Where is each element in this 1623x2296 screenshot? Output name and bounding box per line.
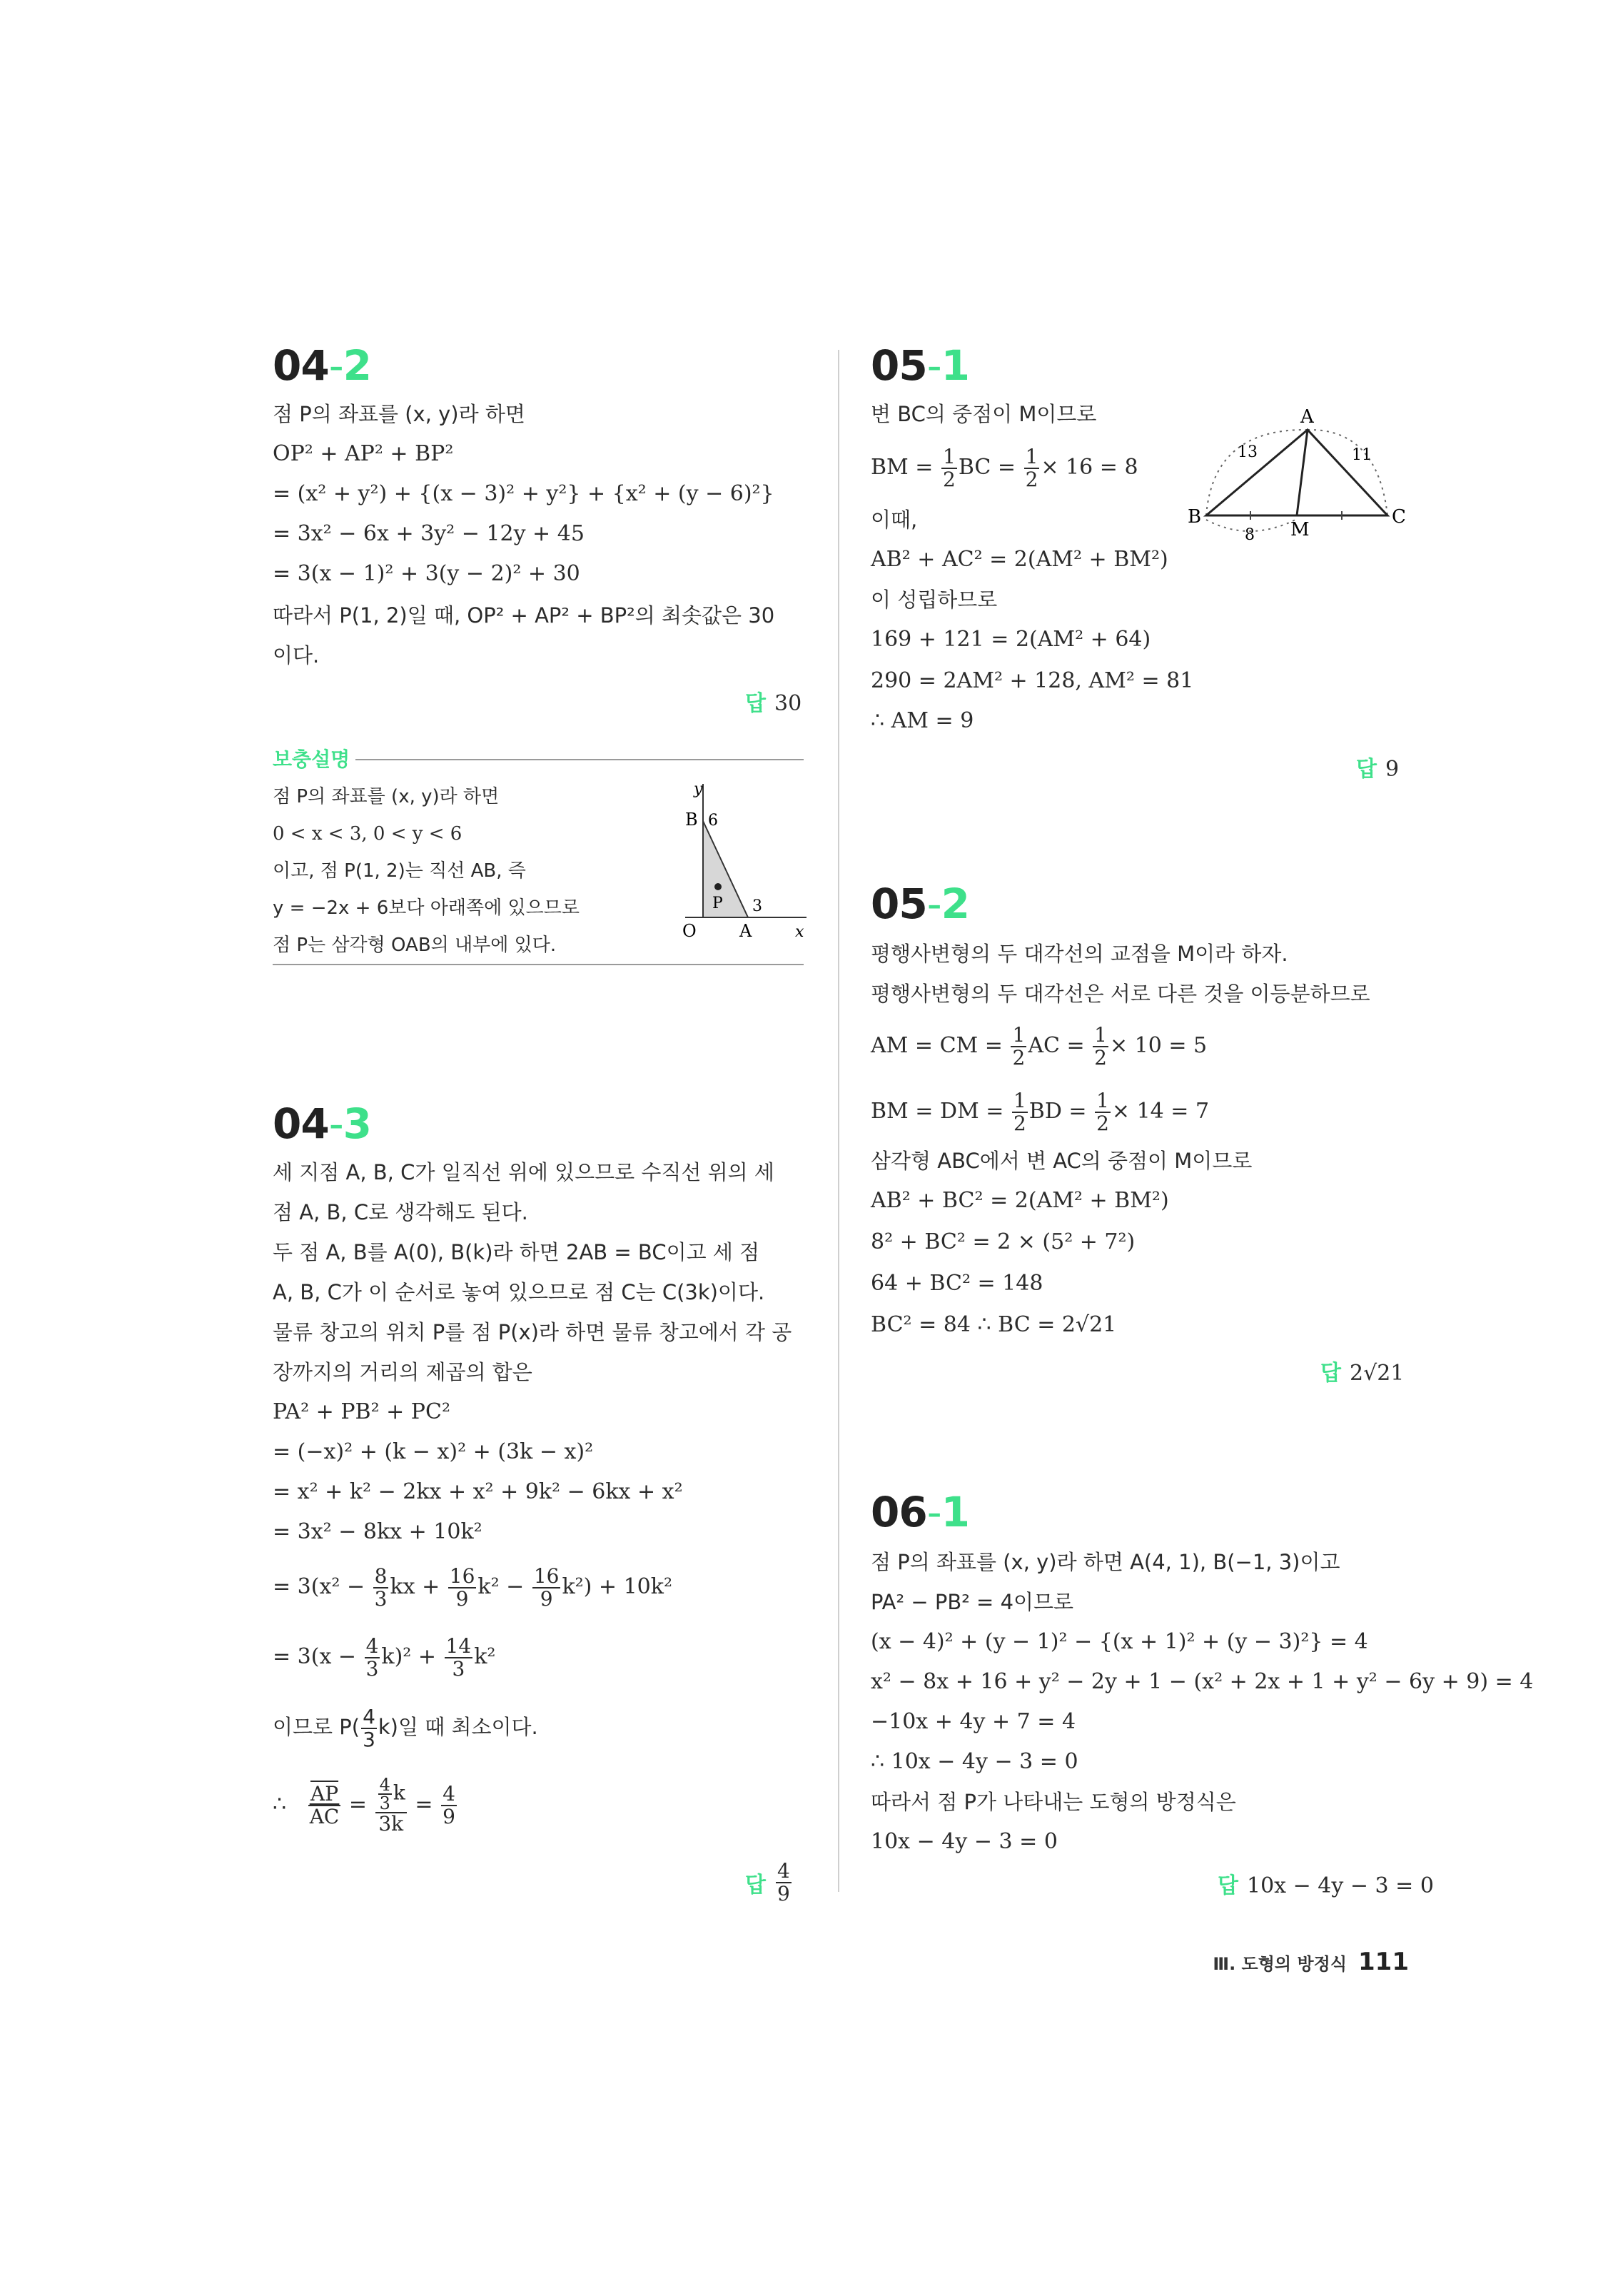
fig-label-11: 11: [1352, 446, 1372, 464]
s051-line-4: 이 성립하므로: [871, 588, 998, 612]
supplement-bottom-rule: [273, 964, 804, 965]
fig-label-m: M: [1290, 519, 1310, 540]
s042-line-4: = 3x² − 6x + 3y² − 12y + 45: [273, 521, 585, 546]
s052-answer: 답 2√21: [1320, 1361, 1405, 1386]
page-number: 111: [1358, 1948, 1409, 1976]
supp-line-4: y = −2x + 6보다 아래쪽에 있으므로: [273, 897, 580, 919]
section-title-05-1: 05-1: [871, 341, 970, 390]
s051-eq-1: BM = $\frac{1}{2}$ BC = $\frac{1}{2}$ × 16 = 8: [871, 445, 1138, 491]
fig-label-13: 13: [1238, 443, 1258, 461]
s043-line-1: 세 지점 A, B, C가 일직선 위에 있으므로 수직선 위의 세: [273, 1160, 774, 1184]
s043-line-4: A, B, C가 이 순서로 놓여 있으므로 점 C는 C(3k)이다.: [273, 1280, 765, 1304]
fig-label-b: B: [685, 810, 698, 830]
fig-label-a: A: [739, 921, 752, 941]
s043-line-10: = 3x² − 8kx + 10k²: [273, 1519, 482, 1544]
s051-line-3: AB² + AC² = 2(AM² + BM²): [871, 547, 1168, 572]
fig-label-x: x: [795, 923, 804, 941]
fig-label-6: 6: [708, 812, 718, 830]
page-footer: [1213, 1948, 1409, 1976]
s052-line-7: BC² = 84 ∴ BC = 2√21: [871, 1312, 1117, 1337]
s051-answer: 답 9: [1356, 757, 1400, 782]
s052-line-1: 평행사변형의 두 대각선의 교점을 M이라 하자.: [871, 942, 1288, 966]
triangle-oab-figure: [657, 778, 814, 950]
s043-line-2: 점 A, B, C로 생각해도 된다.: [273, 1200, 528, 1224]
fig-label-a: A: [1300, 406, 1314, 428]
supp-line-2: 0 < x < 3, 0 < y < 6: [273, 823, 462, 845]
s052-line-3: 삼각형 ABC에서 변 AC의 중점이 M이므로: [871, 1149, 1253, 1173]
triangle-abc-figure: [1185, 400, 1413, 543]
fig-label-8: 8: [1245, 526, 1255, 543]
section-title-04-2: 04-2: [273, 341, 372, 390]
s042-line-7: 이다.: [273, 643, 320, 668]
s042-line-6: 따라서 P(1, 2)일 때, OP² + AP² + BP²의 최솟값은 30: [273, 603, 775, 628]
s042-line-2: OP² + AP² + BP²: [273, 441, 454, 466]
s061-line-4: x² − 8x + 16 + y² − 2y + 1 − (x² + 2x + 1 + y² − 6y + 9) = 4: [871, 1669, 1534, 1694]
s052-line-4: AB² + BC² = 2(AM² + BM²): [871, 1188, 1169, 1213]
median-am: [1297, 430, 1308, 515]
s043-eq-8: ∴ $\frac{\overline{AP}}{AC}$ = $\frac{4}{3}$ k 3k = $\frac{4}{9}$: [273, 1775, 455, 1836]
s061-line-3: (x − 4)² + (y − 1)² − {(x + 1)² + (y − 3)²} = 4: [871, 1629, 1368, 1654]
s061-line-7: 따라서 점 P가 나타내는 도형의 방정식은: [871, 1790, 1236, 1814]
supplement-top-rule: [355, 759, 804, 760]
s043-answer: 답 $\frac{4}{9}$: [745, 1859, 790, 1905]
s052-line-6: 64 + BC² = 148: [871, 1271, 1043, 1296]
section-title-06-1: 06-1: [871, 1488, 970, 1536]
s043-line-7: PA² + PB² + PC²: [273, 1399, 450, 1424]
s052-line-5: 8² + BC² = 2 × (5² + 7²): [871, 1229, 1136, 1254]
supp-line-1: 점 P의 좌표를 (x, y)라 하면: [273, 786, 500, 807]
supp-line-3: 이고, 점 P(1, 2)는 직선 AB, 즉: [273, 860, 526, 882]
s051-line-2: 이때,: [871, 508, 918, 532]
triangle-oab: [703, 821, 748, 917]
fig-label-3: 3: [752, 897, 762, 915]
s043-line-3: 두 점 A, B를 A(0), B(k)라 하면 2AB = BC이고 세 점: [273, 1240, 760, 1264]
point-p: [714, 883, 722, 890]
s061-line-2: PA² − PB² = 4이므로: [871, 1590, 1074, 1614]
s061-line-8: 10x − 4y − 3 = 0: [871, 1829, 1058, 1854]
s042-line-1: 점 P의 좌표를 (x, y)라 하면: [273, 402, 525, 426]
s051-line-1: 변 BC의 중점이 M이므로: [871, 402, 1097, 426]
section-title-04-3: 04-3: [273, 1099, 372, 1148]
s052-eq-2: BM = DM = $\frac{1}{2}$ BD = $\frac{1}{2}$ × 14 = 7: [871, 1089, 1210, 1135]
s043-line-5: 물류 창고의 위치 P를 점 P(x)라 하면 물류 창고에서 각 공: [273, 1320, 792, 1344]
supp-line-5: 점 P는 삼각형 OAB의 내부에 있다.: [273, 935, 557, 956]
s042-line-5: = 3(x − 1)² + 3(y − 2)² + 30: [273, 561, 580, 586]
s051-line-7: ∴ AM = 9: [871, 708, 974, 733]
s043-line-9: = x² + k² − 2kx + x² + 9k² − 6kx + x²: [273, 1479, 683, 1504]
s043-eq-6: = 3(x − $\frac{4}{3}$ k)² + $\frac{14}{3}$ k²: [273, 1634, 496, 1681]
s043-line-8: = (−x)² + (k − x)² + (3k − x)²: [273, 1439, 594, 1464]
s043-eq-7: 이므로 P( $\frac{4}{3}$ k)일 때 최소이다.: [273, 1705, 538, 1751]
s061-line-6: ∴ 10x − 4y − 3 = 0: [871, 1749, 1078, 1774]
fig-label-b: B: [1188, 506, 1202, 528]
fig-label-c: C: [1392, 506, 1406, 528]
s061-line-1: 점 P의 좌표를 (x, y)라 하면 A(4, 1), B(−1, 3)이고: [871, 1550, 1340, 1574]
s043-line-6: 장까지의 거리의 제곱의 합은: [273, 1360, 532, 1384]
supplement-title: 보충설명: [273, 747, 350, 771]
s061-line-5: −10x + 4y + 7 = 4: [871, 1709, 1076, 1734]
s051-line-6: 290 = 2AM² + 128, AM² = 81: [871, 668, 1194, 693]
s052-eq-1: AM = CM = $\frac{1}{2}$ AC = $\frac{1}{2}$ × 10 = 5: [871, 1023, 1208, 1069]
chapter-title: Ⅲ. 도형의 방정식: [1213, 1954, 1348, 1974]
fig-label-p: P: [712, 895, 723, 912]
column-divider: [838, 350, 839, 1892]
section-title-05-2: 05-2: [871, 880, 970, 928]
s052-line-2: 평행사변형의 두 대각선은 서로 다른 것을 이등분하므로: [871, 982, 1370, 1006]
fig-label-y: y: [694, 780, 703, 798]
triangle-abc: [1206, 430, 1387, 515]
s061-answer: 답 10x − 4y − 3 = 0: [1218, 1873, 1434, 1898]
s051-line-5: 169 + 121 = 2(AM² + 64): [871, 627, 1151, 652]
fig-label-o: O: [682, 921, 697, 941]
s043-eq-5: = 3(x² − $\frac{8}{3}$ kx + $\frac{16}{9}$ k² − $\frac{16}{9}$ k²) + 10k²: [273, 1564, 672, 1611]
s042-answer: 답 30: [745, 691, 802, 716]
s042-line-3: = (x² + y²) + {(x − 3)² + y²} + {x² + (y − 6)²}: [273, 481, 774, 506]
